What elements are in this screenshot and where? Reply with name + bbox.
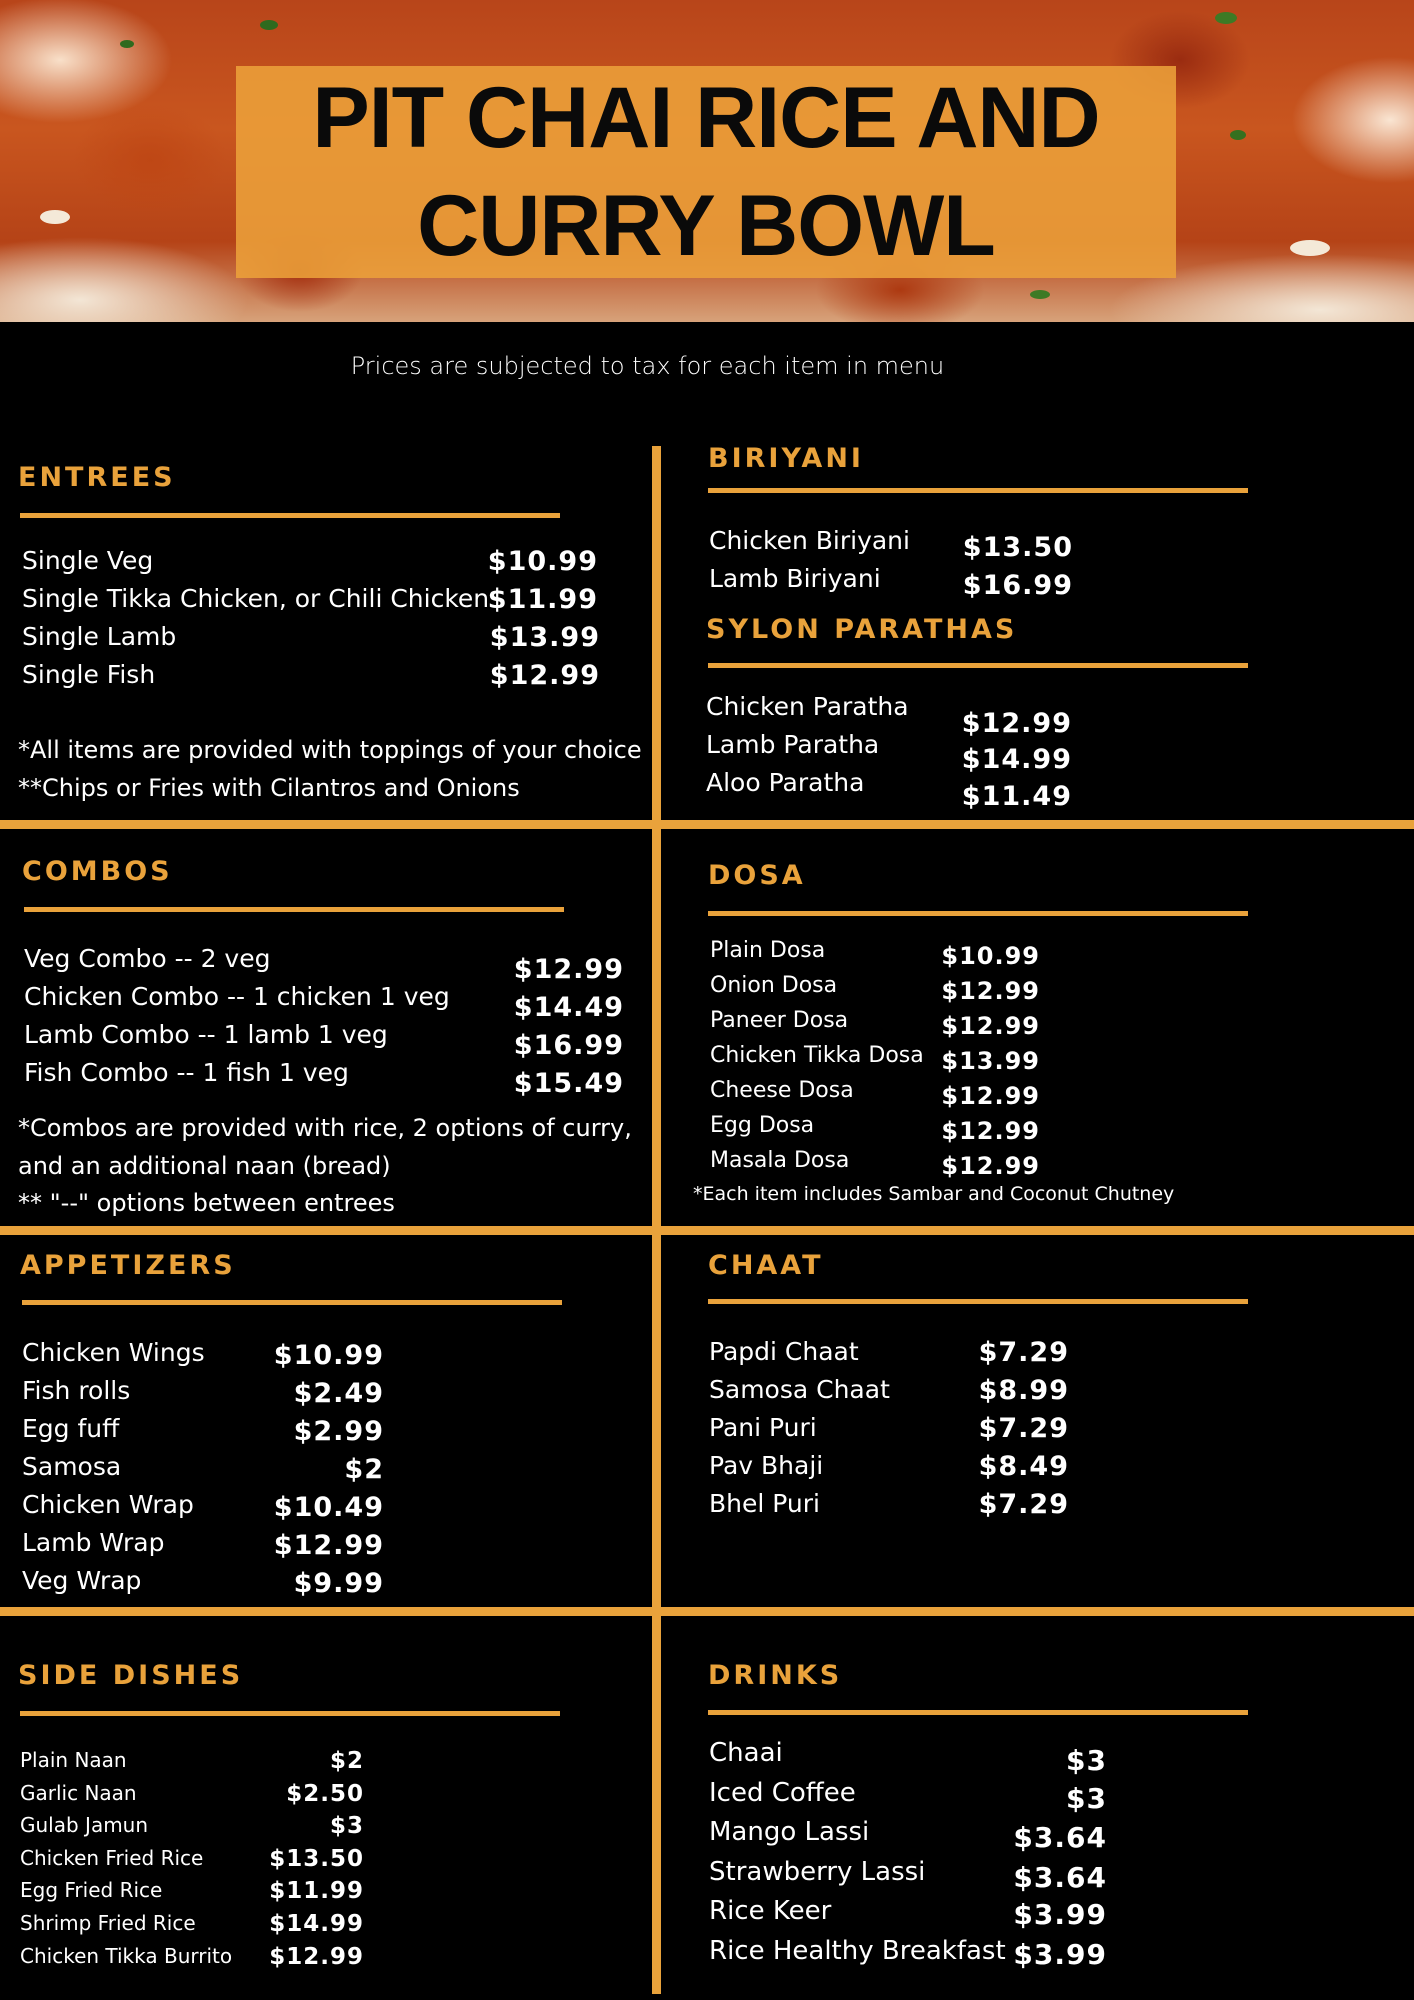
menu-item (22, 1528, 384, 1566)
menu-item (710, 1113, 1040, 1148)
item-price: $16.99 (962, 570, 1073, 601)
menu-item (20, 1781, 364, 1814)
item-name: Chicken Wrap (22, 1490, 194, 1519)
menu-item (20, 1813, 364, 1846)
item-name: Bhel Puri (709, 1489, 820, 1518)
menu-item (20, 1846, 364, 1879)
item-name: Egg Fried Rice (20, 1878, 163, 1903)
item-name: Single Veg (22, 546, 154, 575)
item-price: $12.99 (273, 1530, 384, 1561)
menu-item (709, 1375, 1069, 1413)
item-price: $3 (1066, 1781, 1107, 1815)
menu-item (709, 1778, 1107, 1818)
section-title-parathas: SYLON PARATHAS (706, 614, 1018, 645)
dosa-list (710, 938, 1040, 1183)
menu-item (710, 1078, 1040, 1113)
item-name: Veg Combo -- 2 veg (24, 944, 271, 973)
menu-item (24, 1020, 624, 1061)
menu-item (22, 1338, 384, 1376)
menu-item (710, 938, 1040, 973)
section-underline (708, 488, 1248, 493)
item-price: $8.99 (978, 1375, 1069, 1406)
section-underline (20, 1711, 560, 1716)
tax-note: Prices are subjected to tax for each item in menu (350, 352, 945, 380)
menu-item (710, 1148, 1040, 1183)
item-name: Single Tikka Chicken, or Chili Chicken (22, 584, 490, 613)
menu-item (710, 1008, 1040, 1043)
menu-item (709, 1337, 1069, 1375)
item-price: $8.49 (978, 1451, 1069, 1482)
item-price: $12.99 (941, 1012, 1040, 1040)
item-price: $3.64 (1013, 1860, 1107, 1894)
menu-item (709, 564, 1073, 602)
section-title-appetizers: APPETIZERS (20, 1250, 236, 1281)
item-price: $9.99 (293, 1568, 384, 1599)
menu-item (709, 1857, 1107, 1897)
menu-item (709, 1413, 1069, 1451)
item-name: Single Lamb (22, 622, 177, 651)
menu-item (709, 526, 1073, 564)
combos-note-3: ** "--" options between entrees (18, 1189, 395, 1217)
section-underline (20, 513, 560, 518)
menu-item (24, 982, 624, 1023)
menu-item (22, 1414, 384, 1452)
menu-item (22, 546, 600, 584)
section-title-biriyani: BIRIYANI (708, 443, 864, 474)
item-price: $14.99 (269, 1910, 364, 1937)
entrees-note-2: **Chips or Fries with Cilantros and Onions (18, 774, 520, 802)
item-price: $10.99 (487, 546, 598, 577)
section-title-chaat: CHAAT (708, 1250, 824, 1281)
item-name: Chicken Tikka Burrito (20, 1943, 233, 1968)
menu-item (709, 1817, 1107, 1857)
item-price: $13.50 (269, 1845, 364, 1872)
menu-item (20, 1911, 364, 1944)
item-name: Egg Dosa (710, 1113, 815, 1138)
section-underline (708, 911, 1248, 916)
item-price: $16.99 (513, 1030, 624, 1061)
combos-note-1: *Combos are provided with rice, 2 options of curry, (18, 1114, 632, 1142)
item-name: Rice Keer (709, 1896, 832, 1926)
item-name: Lamb Wrap (22, 1528, 165, 1557)
entrees-note-1: *All items are provided with toppings of your choice (18, 736, 642, 764)
item-price: $10.49 (273, 1492, 384, 1523)
item-name: Veg Wrap (22, 1566, 142, 1595)
section-title-drinks: DRINKS (708, 1660, 843, 1691)
item-price: $7.29 (978, 1489, 1069, 1520)
item-price: $13.50 (962, 532, 1073, 563)
menu-item (22, 660, 600, 698)
item-name: Onion Dosa (710, 973, 838, 998)
item-price: $12.99 (513, 954, 624, 985)
item-name: Papdi Chaat (709, 1337, 859, 1366)
entrees-list (22, 546, 600, 698)
menu-item (710, 1043, 1040, 1078)
item-price: $10.99 (941, 942, 1040, 970)
item-name: Chicken Paratha (706, 692, 909, 721)
combos-note-2: and an additional naan (bread) (18, 1152, 391, 1180)
item-name: Mango Lassi (709, 1817, 870, 1847)
item-name: Fish rolls (22, 1376, 131, 1405)
appetizers-list (22, 1338, 384, 1604)
section-title-combos: COMBOS (22, 856, 173, 887)
menu-item (20, 1944, 364, 1977)
menu-item (22, 1452, 384, 1490)
item-name: Cheese Dosa (710, 1078, 854, 1103)
item-price: $3 (1066, 1744, 1107, 1777)
restaurant-title-banner (236, 66, 1176, 278)
item-price: $3.99 (1013, 1937, 1107, 1971)
chaat-list (709, 1337, 1069, 1527)
vertical-divider (652, 446, 661, 1994)
menu-item (20, 1748, 364, 1781)
drinks-list (709, 1738, 1107, 1975)
item-price: $11.99 (487, 584, 598, 615)
menu-item (22, 1490, 384, 1528)
dosa-note: *Each item includes Sambar and Coconut Chutney (693, 1183, 1175, 1205)
menu-item (22, 1566, 384, 1604)
item-name: Shrimp Fried Rice (20, 1910, 196, 1935)
item-name: Lamb Biriyani (709, 564, 881, 593)
section-underline (24, 907, 564, 912)
section-title-entrees: ENTREES (18, 462, 176, 493)
item-name: Samosa Chaat (709, 1375, 890, 1404)
item-name: Chicken Combo -- 1 chicken 1 veg (24, 982, 450, 1011)
item-name: Strawberry Lassi (709, 1856, 926, 1887)
item-price: $12.99 (941, 1117, 1040, 1145)
item-price: $12.99 (941, 1082, 1040, 1110)
item-name: Rice Healthy Breakfast (709, 1935, 1006, 1966)
item-name: Masala Dosa (710, 1148, 850, 1173)
item-price: $12.99 (941, 1152, 1040, 1180)
menu-item (20, 1878, 364, 1911)
item-price: $11.99 (269, 1878, 364, 1905)
item-price: $7.29 (978, 1337, 1069, 1368)
menu-item (706, 730, 1072, 775)
item-name: Samosa (22, 1452, 122, 1481)
item-price: $2 (329, 1748, 364, 1774)
menu-item (709, 1489, 1069, 1527)
combos-list (24, 944, 624, 1099)
section-underline (708, 1710, 1248, 1715)
side-dishes-list (20, 1748, 364, 1976)
item-price: $12.99 (961, 708, 1072, 739)
item-price: $12.99 (489, 660, 600, 691)
menu-item (709, 1451, 1069, 1489)
item-price: $3.64 (1013, 1821, 1107, 1854)
item-name: Chicken Wings (22, 1338, 205, 1367)
horizontal-divider-2 (0, 1226, 1414, 1235)
item-price: $2.49 (293, 1378, 384, 1409)
section-title-side-dishes: SIDE DISHES (18, 1660, 244, 1691)
item-name: Garlic Naan (20, 1780, 137, 1805)
header-food-photo (0, 0, 1414, 322)
item-price: $13.99 (941, 1047, 1040, 1075)
section-underline (708, 1299, 1248, 1304)
item-price: $2.99 (293, 1416, 384, 1447)
item-name: Plain Dosa (710, 938, 826, 963)
item-price: $13.99 (489, 622, 600, 653)
item-price: $3.99 (1013, 1898, 1107, 1931)
item-name: Fish Combo -- 1 fish 1 veg (24, 1058, 349, 1087)
item-name: Chaai (709, 1738, 783, 1768)
section-underline (22, 1300, 562, 1305)
menu-item (22, 622, 600, 660)
item-name: Chicken Biriyani (709, 526, 910, 555)
section-title-dosa: DOSA (708, 860, 806, 891)
item-name: Lamb Combo -- 1 lamb 1 veg (24, 1020, 388, 1049)
item-name: Aloo Paratha (706, 768, 865, 797)
item-name: Iced Coffee (709, 1777, 856, 1808)
restaurant-title-line-2: CURRY BOWL (417, 178, 995, 274)
item-price: $7.29 (978, 1413, 1069, 1444)
biriyani-list (709, 526, 1073, 602)
menu-item (710, 973, 1040, 1008)
menu-item (22, 1376, 384, 1414)
item-name: Pani Puri (709, 1413, 817, 1442)
item-price: $2.50 (286, 1780, 364, 1807)
menu-item (709, 1896, 1107, 1936)
item-name: Single Fish (22, 660, 156, 689)
item-name: Plain Naan (20, 1748, 127, 1772)
item-name: Paneer Dosa (710, 1008, 849, 1033)
item-price: $12.99 (941, 977, 1040, 1005)
menu-item (22, 584, 600, 622)
item-price: $10.99 (273, 1340, 384, 1371)
menu-item (709, 1936, 1107, 1976)
item-price: $14.99 (961, 744, 1072, 775)
horizontal-divider-3 (0, 1607, 1414, 1616)
item-price: $15.49 (513, 1068, 624, 1099)
item-name: Egg fuff (22, 1414, 120, 1443)
item-name: Chicken Fried Rice (20, 1845, 204, 1870)
menu-item (709, 1738, 1107, 1778)
menu-item (24, 944, 624, 985)
horizontal-divider-1 (0, 820, 1414, 829)
item-price: $12.99 (269, 1943, 364, 1970)
item-name: Gulab Jamun (20, 1813, 149, 1838)
menu-item (24, 1058, 624, 1099)
restaurant-title-line-1: PIT CHAI RICE AND (312, 70, 1100, 166)
item-name: Pav Bhaji (709, 1451, 824, 1480)
item-name: Lamb Paratha (706, 730, 880, 759)
item-name: Chicken Tikka Dosa (710, 1043, 924, 1068)
menu-item (706, 692, 1072, 739)
parathas-list (706, 692, 1072, 812)
item-price: $3 (329, 1813, 364, 1840)
item-price: $14.49 (513, 992, 624, 1023)
section-underline (708, 663, 1248, 668)
item-price: $11.49 (961, 781, 1072, 812)
menu-item (706, 768, 1072, 812)
item-price: $2 (344, 1454, 384, 1485)
